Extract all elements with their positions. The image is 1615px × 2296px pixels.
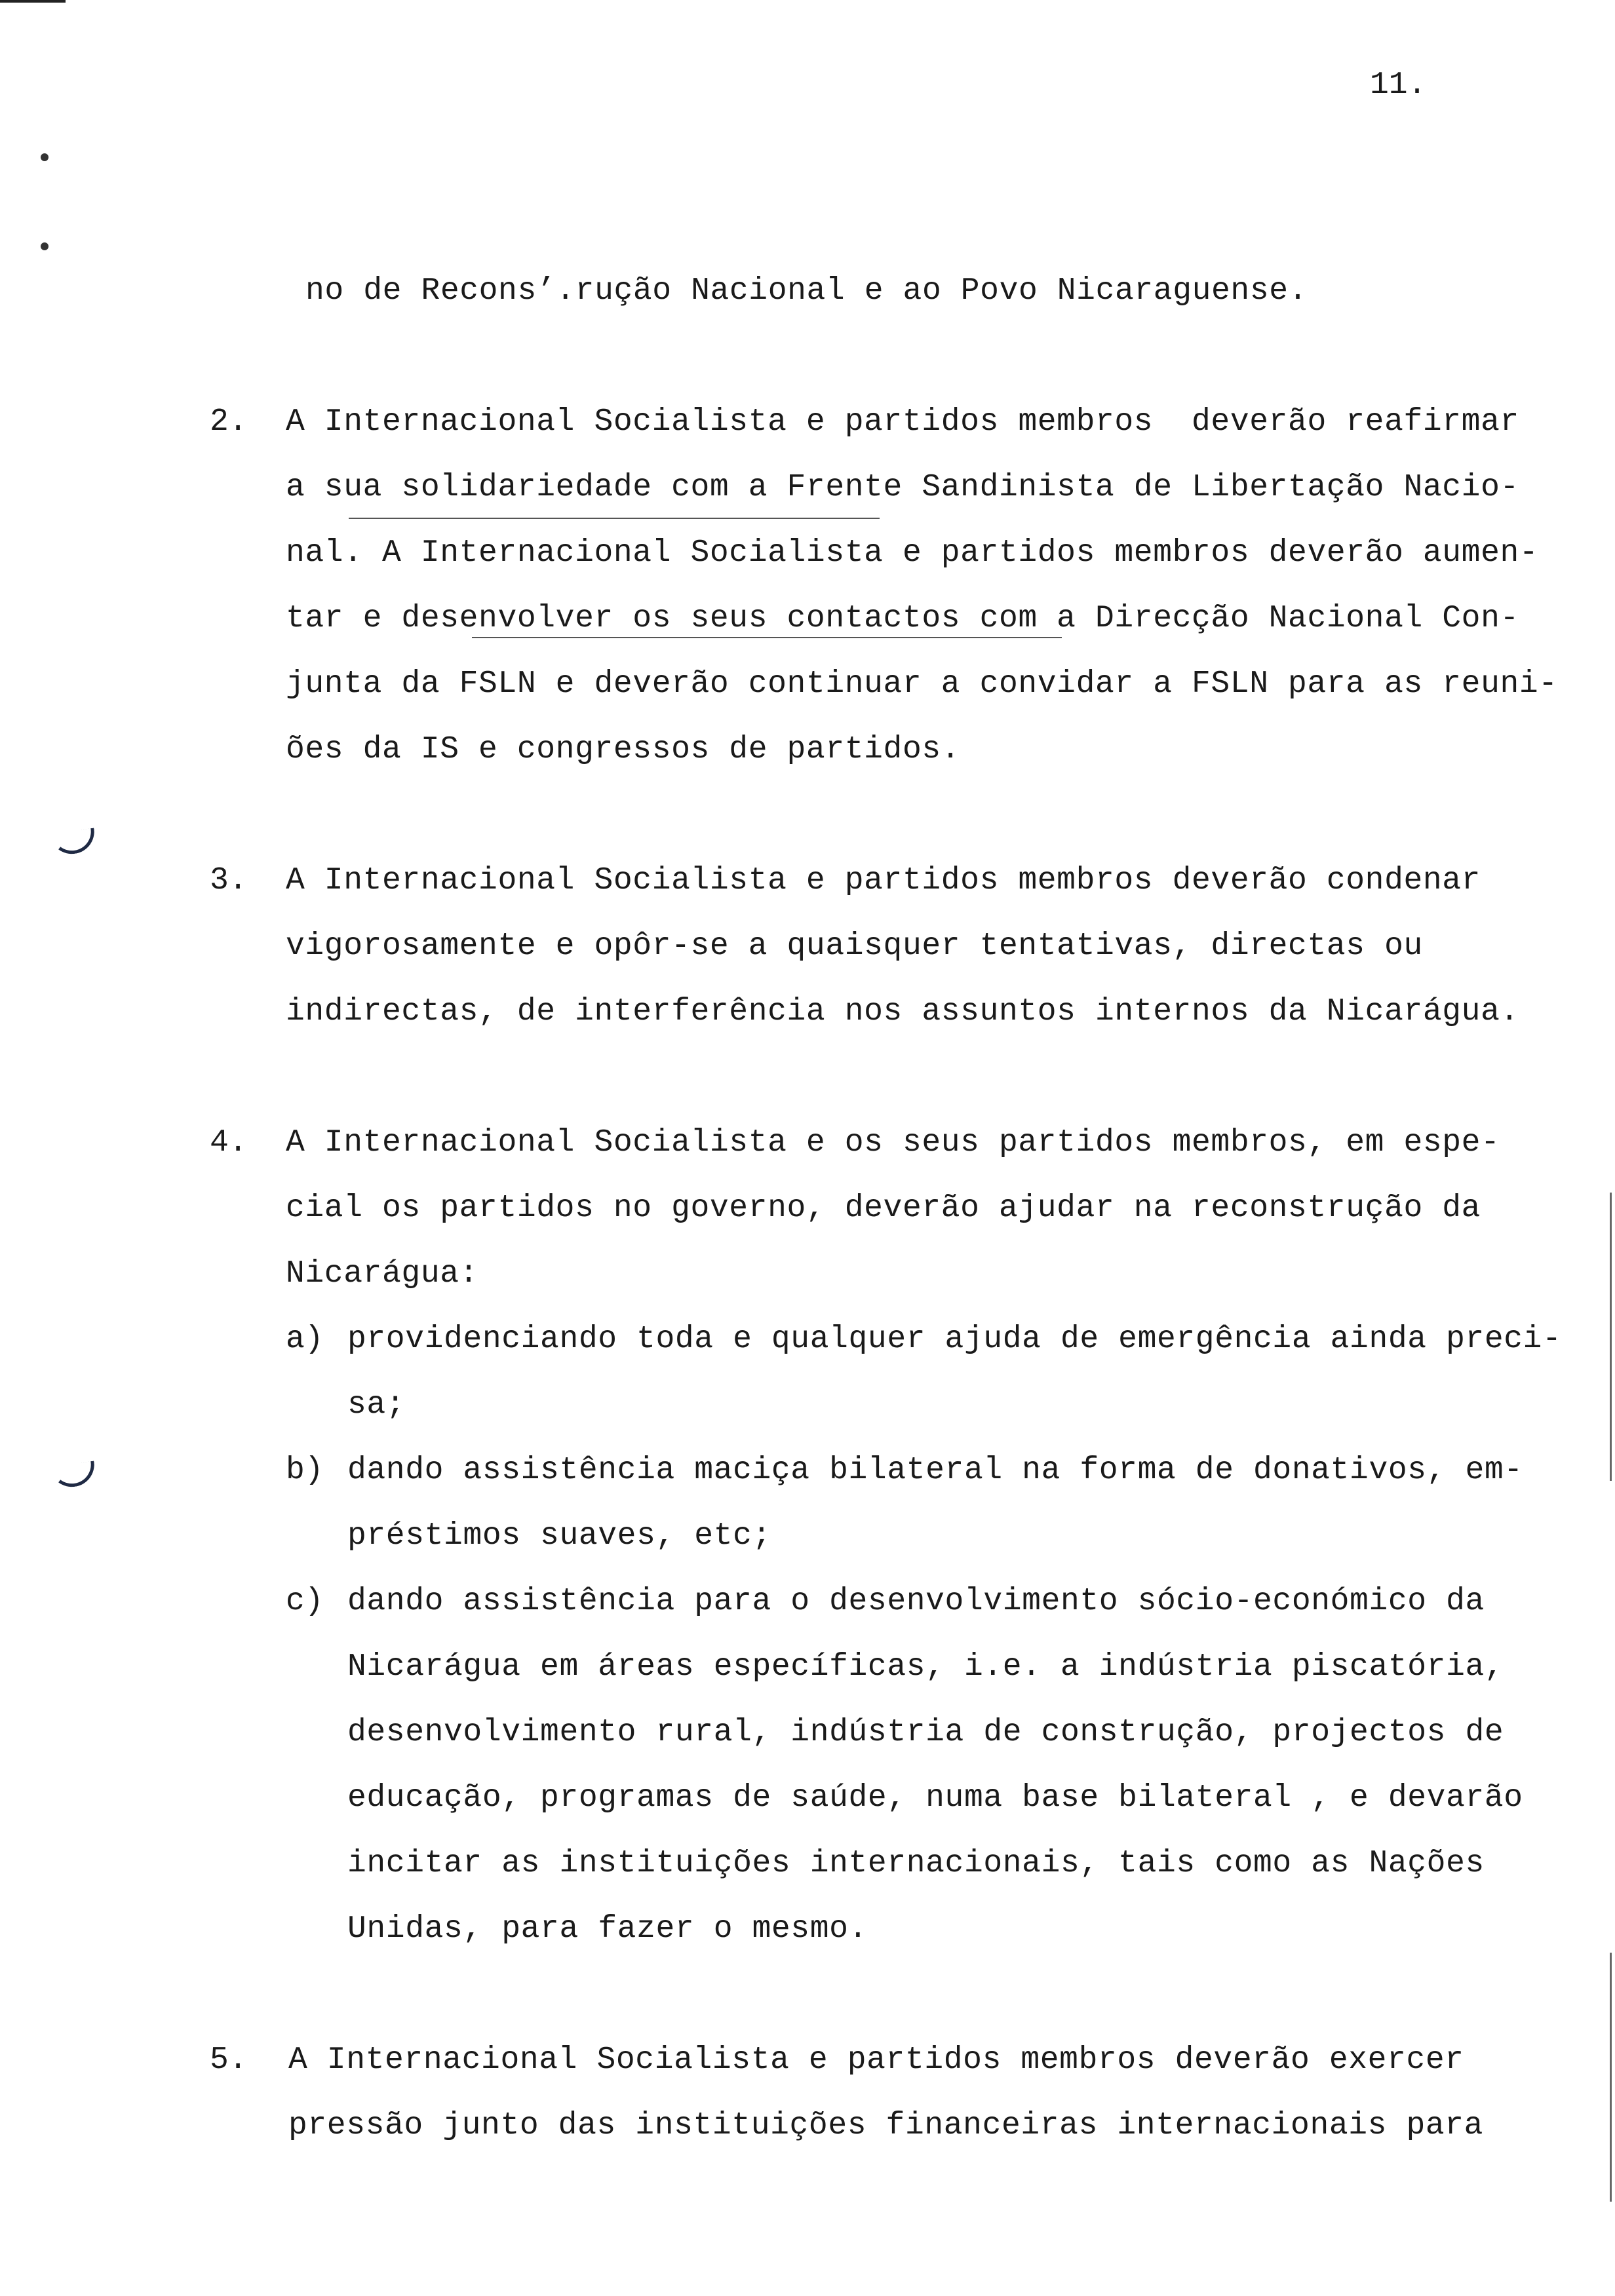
subitem-line: préstimos suaves, etc; <box>347 1518 771 1554</box>
paragraph-line: Nicarágua: <box>286 1256 479 1292</box>
item-number: 2. <box>210 404 248 440</box>
paragraph-line: indirectas, de interferência nos assuntos internos da Nicarágua. <box>286 994 1519 1029</box>
margin-rule <box>1610 1953 1612 2202</box>
handwritten-underline <box>472 637 1062 638</box>
margin-check-mark <box>50 1461 97 1489</box>
page-number: 11. <box>1370 67 1427 103</box>
subitem-line: incitar as instituições internacionais, tais como as Nações <box>347 1846 1485 1881</box>
subitem-line: educação, programas de saúde, numa base bilateral , e devarão <box>347 1780 1523 1816</box>
paragraph-line: A Internacional Socialista e partidos membros deverão exercer <box>288 2042 1464 2078</box>
punch-mark <box>41 242 49 250</box>
paragraph-line: A Internacional Socialista e os seus partidos membros, em espe- <box>286 1125 1500 1160</box>
paragraph-line: cial os partidos no governo, deverão ajudar na reconstrução da <box>286 1191 1481 1226</box>
subitem-line: providenciando toda e qualquer ajuda de emergência ainda preci- <box>347 1322 1562 1357</box>
item-number: 5. <box>210 2042 248 2078</box>
handwritten-underline <box>349 518 880 519</box>
paragraph-line: A Internacional Socialista e partidos membros deverão condenar <box>286 863 1481 898</box>
subitem-label: c) <box>286 1584 324 1619</box>
paragraph-line: pressão junto das instituições financeiras internacionais para <box>288 2108 1484 2143</box>
subitem-line: dando assistência para o desenvolvimento sócio-económico da <box>347 1584 1485 1619</box>
paragraph-line: tar e desenvolver os seus contactos com a Direcção Nacional Con- <box>286 601 1519 636</box>
punch-mark <box>41 153 49 161</box>
paragraph-line: ões da IS e congressos de partidos. <box>286 732 961 767</box>
item-number: 3. <box>210 863 248 898</box>
subitem-line: dando assistência maciça bilateral na forma de donativos, em- <box>347 1453 1523 1488</box>
subitem-label: a) <box>286 1322 324 1357</box>
subitem-line: Nicarágua em áreas específicas, i.e. a indústria piscatória, <box>347 1649 1504 1685</box>
margin-check-mark <box>50 828 97 856</box>
paragraph-line: nal. A Internacional Socialista e partidos membros deverão aumen- <box>286 535 1539 571</box>
item-number: 4. <box>210 1125 248 1160</box>
paragraph-line: A Internacional Socialista e partidos membros deverão reafirmar <box>286 404 1519 440</box>
paragraph-line: no de Recons’.rução Nacional e ao Povo Nicaraguense. <box>305 273 1308 309</box>
subitem-line: sa; <box>347 1387 406 1423</box>
scan-edge-mark <box>0 0 66 3</box>
subitem-line: Unidas, para fazer o mesmo. <box>347 1911 868 1947</box>
margin-rule <box>1610 1193 1612 1481</box>
paragraph-line: vigorosamente e opôr-se a quaisquer tentativas, directas ou <box>286 928 1423 964</box>
paragraph-line: junta da FSLN e deverão continuar a convidar a FSLN para as reuni- <box>286 666 1558 702</box>
paragraph-line: a sua solidariedade com a Frente Sandinista de Libertação Nacio- <box>286 470 1519 505</box>
subitem-line: desenvolvimento rural, indústria de construção, projectos de <box>347 1715 1504 1750</box>
subitem-label: b) <box>286 1453 324 1488</box>
